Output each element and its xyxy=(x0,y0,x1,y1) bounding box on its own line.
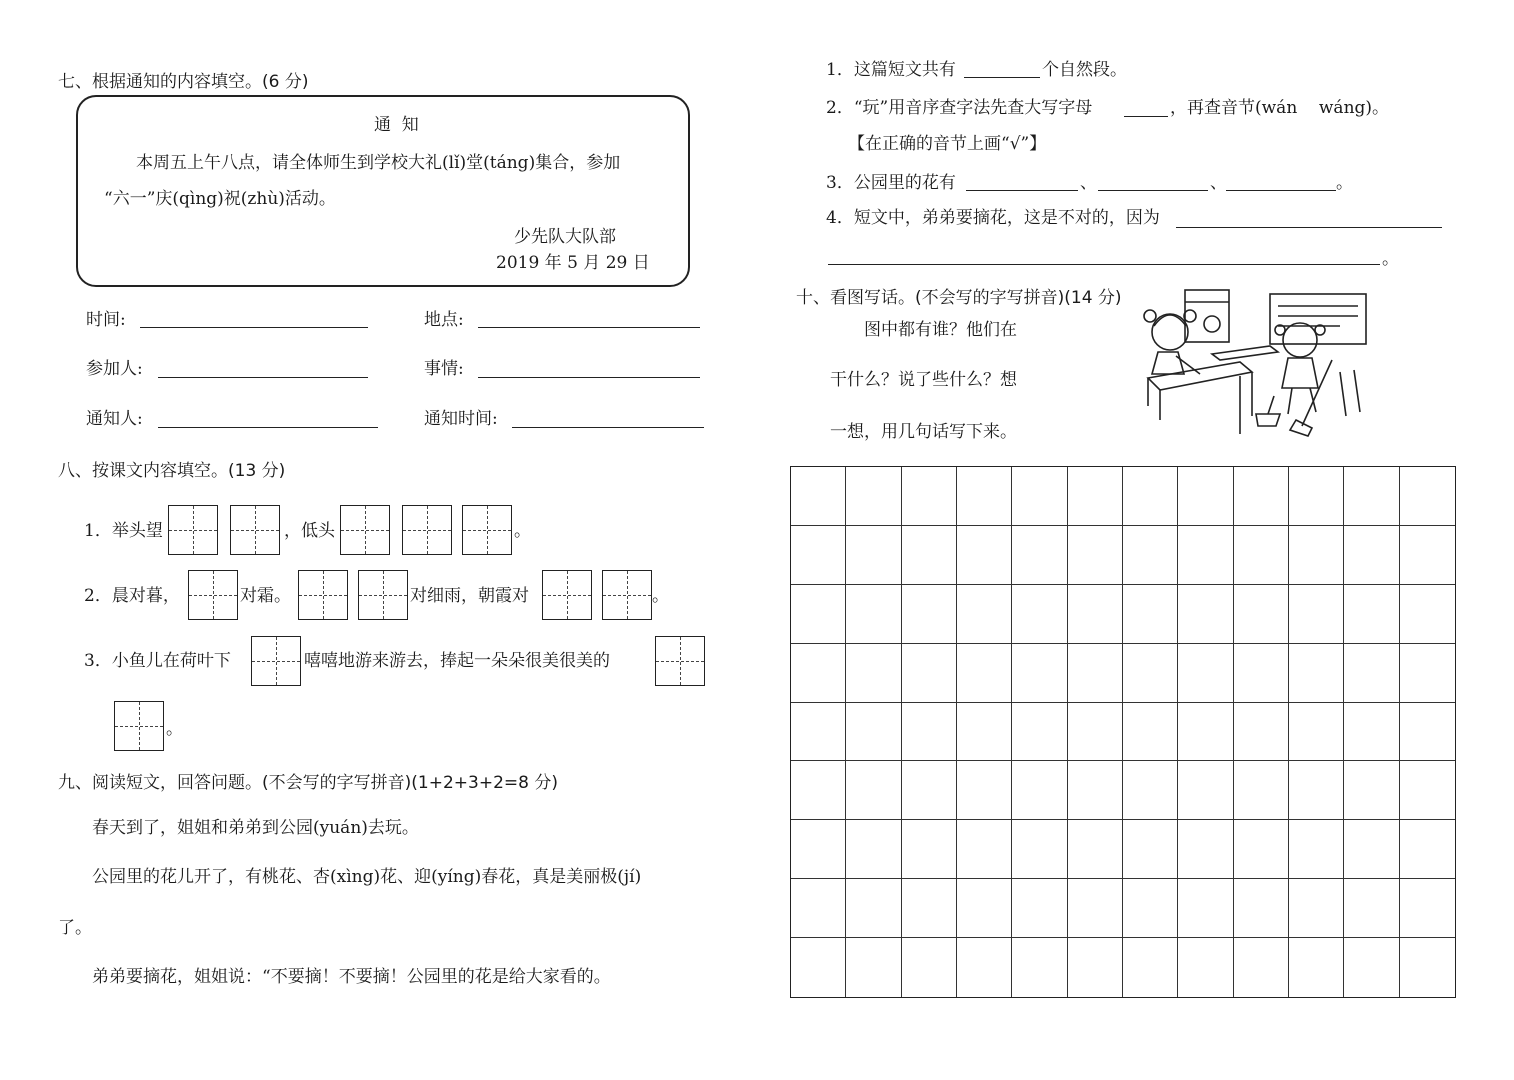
q8-2-part-c: 对细雨，朝霞对 xyxy=(410,586,529,606)
grid-cell[interactable] xyxy=(1289,703,1344,762)
notifier-blank[interactable] xyxy=(158,427,378,428)
grid-cell[interactable] xyxy=(1400,467,1455,526)
grid-cell[interactable] xyxy=(1400,938,1455,997)
q9-2-note: 【在正确的音节上画“√”】 xyxy=(848,134,1047,154)
grid-cell[interactable] xyxy=(902,703,957,762)
grid-cell[interactable] xyxy=(791,585,846,644)
q9-4-blank-2[interactable] xyxy=(828,264,1380,265)
q8-1-middle: ，低头 xyxy=(284,521,335,541)
q8-3-end: 。 xyxy=(166,719,183,739)
tianzige-box[interactable] xyxy=(358,570,408,620)
passage-paragraph-3: 弟弟要摘花，姐姐说：“不要摘！不要摘！公园里的花是给大家看的。 xyxy=(92,967,611,987)
section8-heading: 八、按课文内容填空。(13 分) xyxy=(58,461,286,481)
notice-line-1: 本周五上午八点，请全体师生到学校大礼(lǐ)堂(táng)集合，参加 xyxy=(136,153,621,173)
q8-3-middle: 嘻嘻地游来游去，捧起一朵朵很美很美的 xyxy=(304,651,610,671)
grid-cell[interactable] xyxy=(1178,879,1233,938)
q9-3-end: 。 xyxy=(1336,173,1353,193)
grid-cell[interactable] xyxy=(846,467,901,526)
grid-cell[interactable] xyxy=(1178,526,1233,585)
grid-cell[interactable] xyxy=(791,879,846,938)
grid-cell[interactable] xyxy=(791,526,846,585)
section10-heading: 十、看图写话。(不会写的字写拼音)(14 分) xyxy=(796,288,1122,308)
grid-cell[interactable] xyxy=(1123,467,1178,526)
grid-cell[interactable] xyxy=(1234,761,1289,820)
grid-cell[interactable] xyxy=(1289,644,1344,703)
participants-label: 参加人: xyxy=(86,359,143,379)
grid-cell[interactable] xyxy=(1344,761,1399,820)
q9-2-blank[interactable] xyxy=(1124,116,1168,117)
grid-cell[interactable] xyxy=(1344,644,1399,703)
grid-cell[interactable] xyxy=(902,820,957,879)
children-cleaning-illustration xyxy=(1140,286,1372,440)
grid-cell[interactable] xyxy=(791,820,846,879)
grid-cell[interactable] xyxy=(1012,467,1067,526)
q9-1-blank[interactable] xyxy=(964,77,1040,78)
tianzige-box[interactable] xyxy=(251,636,301,686)
grid-cell[interactable] xyxy=(1234,585,1289,644)
grid-cell[interactable] xyxy=(1123,761,1178,820)
grid-cell[interactable] xyxy=(846,879,901,938)
grid-cell[interactable] xyxy=(1012,820,1067,879)
grid-cell[interactable] xyxy=(846,585,901,644)
grid-cell[interactable] xyxy=(791,703,846,762)
grid-cell[interactable] xyxy=(1123,879,1178,938)
grid-cell[interactable] xyxy=(846,761,901,820)
writing-grid[interactable] xyxy=(790,466,1456,998)
grid-cell[interactable] xyxy=(1400,585,1455,644)
grid-cell[interactable] xyxy=(1123,585,1178,644)
grid-cell[interactable] xyxy=(1068,761,1123,820)
grid-cell[interactable] xyxy=(1234,526,1289,585)
tianzige-box[interactable] xyxy=(230,505,280,555)
q9-2-prefix: 2．“玩”用音序查字法先查大写字母 xyxy=(826,98,1093,118)
q8-2-part-b: 对霜。 xyxy=(240,586,291,606)
tianzige-box[interactable] xyxy=(340,505,390,555)
grid-cell[interactable] xyxy=(1289,585,1344,644)
grid-cell[interactable] xyxy=(791,761,846,820)
notice-line-2: “六一”庆(qìng)祝(zhù)活动。 xyxy=(104,189,336,209)
grid-cell[interactable] xyxy=(957,938,1012,997)
grid-cell[interactable] xyxy=(1234,467,1289,526)
time-label: 时间: xyxy=(86,310,126,330)
notice-time-blank[interactable] xyxy=(512,427,704,428)
grid-cell[interactable] xyxy=(1123,820,1178,879)
q9-3-blank-1[interactable] xyxy=(966,190,1078,191)
tianzige-box[interactable] xyxy=(602,570,652,620)
grid-cell[interactable] xyxy=(1344,938,1399,997)
tianzige-box[interactable] xyxy=(462,505,512,555)
grid-cell[interactable] xyxy=(1012,526,1067,585)
grid-cell[interactable] xyxy=(846,938,901,997)
grid-cell[interactable] xyxy=(1123,526,1178,585)
participants-blank[interactable] xyxy=(158,377,368,378)
grid-cell[interactable] xyxy=(1400,761,1455,820)
grid-cell[interactable] xyxy=(1234,820,1289,879)
grid-cell[interactable] xyxy=(1400,644,1455,703)
passage-paragraph-1: 春天到了，姐姐和弟弟到公园(yuán)去玩。 xyxy=(92,818,419,838)
q9-4-end: 。 xyxy=(1382,249,1399,269)
grid-cell[interactable] xyxy=(846,526,901,585)
matter-blank[interactable] xyxy=(478,377,700,378)
grid-cell[interactable] xyxy=(957,467,1012,526)
grid-cell[interactable] xyxy=(1344,526,1399,585)
passage-paragraph-2: 公园里的花儿开了，有桃花、杏(xìng)花、迎(yíng)春花，真是美丽极(jí) xyxy=(92,867,642,887)
matter-label: 事情: xyxy=(424,359,464,379)
grid-cell[interactable] xyxy=(902,938,957,997)
grid-cell[interactable] xyxy=(902,467,957,526)
prompt-line-2: 干什么？说了些什么？想 xyxy=(830,370,1017,390)
grid-cell[interactable] xyxy=(1400,879,1455,938)
place-label: 地点: xyxy=(424,310,464,330)
grid-cell[interactable] xyxy=(1123,938,1178,997)
q9-1-suffix: 个自然段。 xyxy=(1042,60,1127,80)
grid-cell[interactable] xyxy=(1289,526,1344,585)
grid-cell[interactable] xyxy=(1012,761,1067,820)
grid-cell[interactable] xyxy=(1178,467,1233,526)
q9-2-suffix: ，再查音节(wán wáng)。 xyxy=(1170,98,1390,118)
q9-3-blank-2[interactable] xyxy=(1098,190,1208,191)
grid-cell[interactable] xyxy=(902,879,957,938)
grid-cell[interactable] xyxy=(1344,585,1399,644)
grid-cell[interactable] xyxy=(1068,703,1123,762)
grid-cell[interactable] xyxy=(957,644,1012,703)
q9-4-blank-1[interactable] xyxy=(1176,227,1442,228)
grid-cell[interactable] xyxy=(1178,585,1233,644)
grid-cell[interactable] xyxy=(902,585,957,644)
grid-cell[interactable] xyxy=(1068,938,1123,997)
q9-1-prefix: 1．这篇短文共有 xyxy=(826,60,956,80)
tianzige-box[interactable] xyxy=(298,570,348,620)
tianzige-box[interactable] xyxy=(542,570,592,620)
grid-cell[interactable] xyxy=(1012,585,1067,644)
grid-cell[interactable] xyxy=(1012,644,1067,703)
grid-cell[interactable] xyxy=(1012,703,1067,762)
grid-cell[interactable] xyxy=(1123,644,1178,703)
grid-cell[interactable] xyxy=(1012,879,1067,938)
grid-cell[interactable] xyxy=(1289,938,1344,997)
grid-cell[interactable] xyxy=(1068,467,1123,526)
grid-cell[interactable] xyxy=(791,644,846,703)
passage-paragraph-2-cont: 了。 xyxy=(58,918,92,938)
place-blank[interactable] xyxy=(478,327,700,328)
q9-3-sep-2: 、 xyxy=(1210,173,1227,193)
q8-1-prefix: 1．举头望 xyxy=(84,521,163,541)
grid-cell[interactable] xyxy=(957,761,1012,820)
tianzige-box[interactable] xyxy=(168,505,218,555)
grid-cell[interactable] xyxy=(902,526,957,585)
grid-cell[interactable] xyxy=(1344,703,1399,762)
q8-2-end: 。 xyxy=(652,586,669,606)
grid-cell[interactable] xyxy=(1234,938,1289,997)
grid-cell[interactable] xyxy=(1178,761,1233,820)
grid-cell[interactable] xyxy=(1289,761,1344,820)
grid-cell[interactable] xyxy=(1068,879,1123,938)
grid-cell[interactable] xyxy=(791,938,846,997)
grid-cell[interactable] xyxy=(846,820,901,879)
grid-cell[interactable] xyxy=(1068,585,1123,644)
grid-cell[interactable] xyxy=(957,585,1012,644)
grid-cell[interactable] xyxy=(957,820,1012,879)
q9-3-blank-3[interactable] xyxy=(1226,190,1336,191)
q9-3-sep-1: 、 xyxy=(1080,173,1097,193)
tianzige-box[interactable] xyxy=(188,570,238,620)
grid-cell[interactable] xyxy=(1068,820,1123,879)
grid-cell[interactable] xyxy=(1068,644,1123,703)
grid-cell[interactable] xyxy=(1344,879,1399,938)
grid-cell[interactable] xyxy=(791,467,846,526)
notice-date: 2019 年 5 月 29 日 xyxy=(496,253,650,273)
grid-cell[interactable] xyxy=(1234,644,1289,703)
grid-cell[interactable] xyxy=(1289,879,1344,938)
notifier-label: 通知人: xyxy=(86,409,143,429)
time-blank[interactable] xyxy=(140,327,368,328)
grid-cell[interactable] xyxy=(957,526,1012,585)
grid-cell[interactable] xyxy=(957,879,1012,938)
q9-3-prefix: 3．公园里的花有 xyxy=(826,173,956,193)
grid-cell[interactable] xyxy=(1012,938,1067,997)
notice-signer: 少先队大队部 xyxy=(514,227,616,247)
grid-cell[interactable] xyxy=(1178,644,1233,703)
grid-cell[interactable] xyxy=(846,703,901,762)
grid-cell[interactable] xyxy=(1123,703,1178,762)
q9-4-prefix: 4．短文中，弟弟要摘花，这是不对的，因为 xyxy=(826,208,1160,228)
prompt-line-3: 一想，用几句话写下来。 xyxy=(830,422,1017,442)
grid-cell[interactable] xyxy=(902,644,957,703)
grid-cell[interactable] xyxy=(957,703,1012,762)
prompt-line-1: 图中都有谁？他们在 xyxy=(864,320,1017,340)
grid-cell[interactable] xyxy=(1400,526,1455,585)
grid-cell[interactable] xyxy=(1234,879,1289,938)
notice-time-label: 通知时间: xyxy=(424,409,498,429)
grid-cell[interactable] xyxy=(1344,820,1399,879)
tianzige-box[interactable] xyxy=(655,636,705,686)
notice-title: 通 知 xyxy=(374,115,419,135)
section9-heading: 九、阅读短文，回答问题。(不会写的字写拼音)(1+2+3+2=8 分) xyxy=(58,773,558,793)
tianzige-box[interactable] xyxy=(114,701,164,751)
grid-cell[interactable] xyxy=(1178,820,1233,879)
q8-2-prefix: 2．晨对暮， xyxy=(84,586,180,606)
grid-cell[interactable] xyxy=(1289,467,1344,526)
grid-cell[interactable] xyxy=(1400,820,1455,879)
grid-cell[interactable] xyxy=(1400,703,1455,762)
grid-cell[interactable] xyxy=(902,761,957,820)
grid-cell[interactable] xyxy=(1178,703,1233,762)
q8-1-end: 。 xyxy=(514,521,531,541)
grid-cell[interactable] xyxy=(1344,467,1399,526)
grid-cell[interactable] xyxy=(846,644,901,703)
grid-cell[interactable] xyxy=(1068,526,1123,585)
q8-3-prefix: 3．小鱼儿在荷叶下 xyxy=(84,651,231,671)
grid-cell[interactable] xyxy=(1178,938,1233,997)
section7-heading: 七、根据通知的内容填空。(6 分) xyxy=(58,72,309,92)
grid-cell[interactable] xyxy=(1234,703,1289,762)
tianzige-box[interactable] xyxy=(402,505,452,555)
grid-cell[interactable] xyxy=(1289,820,1344,879)
